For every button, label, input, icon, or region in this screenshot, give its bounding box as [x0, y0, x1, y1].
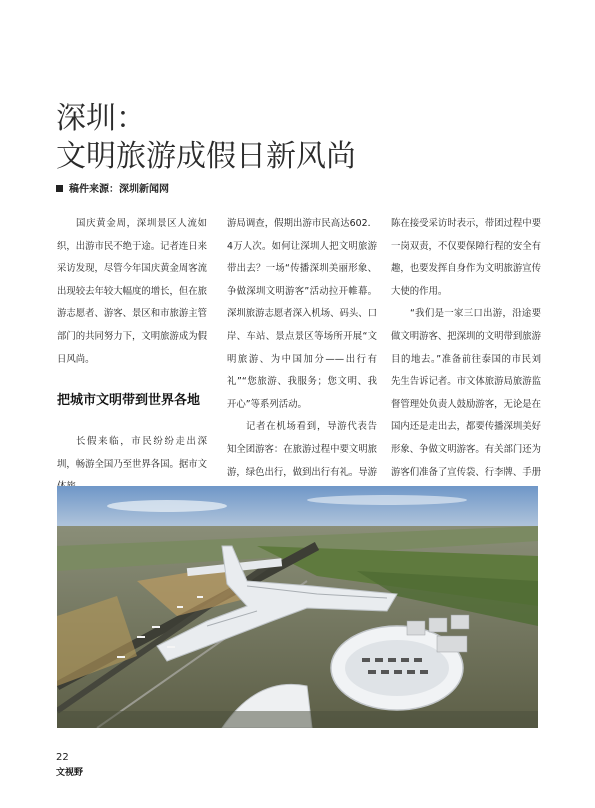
page-number: 22: [56, 752, 69, 763]
article-source: [56, 180, 169, 195]
text-column-1: [57, 213, 207, 499]
airport-aerial-image: [57, 486, 538, 728]
text-column-3: [391, 213, 541, 507]
title-line-1: 深圳：: [56, 101, 146, 136]
paragraph: “我们是一家三口出游，沿途要做文明游客、把深圳的文明带到旅游目的地去。”准备前往泰国的市民刘先生告诉记者。市文体旅游局旅游监督管理处负责人鼓励游客，无论是在国内还是走出去，都要传播深圳美好形象、争做文明游客。有关部门还为游客们准备了宣传袋、行李牌、手册: [391, 308, 542, 478]
section-heading: 把城市文明带到世界各地: [57, 393, 201, 409]
paragraph: 国庆黄金周，深圳景区人流如织，出游市民不绝于途。记者连日来采访发现，尽管今年国庆黄金周客流出现较去年较大幅度的增长，但在旅游志愿者、游客、景区和市旅游主管部门的共同努力下，文明旅游成为假日风尚。: [57, 218, 208, 365]
source-text: 稿件来源：深圳新闻网: [69, 184, 169, 195]
airport-photo: [57, 486, 538, 728]
title-line-2: 文明旅游成假日新风尚: [56, 139, 356, 174]
article-title: [56, 100, 356, 176]
paragraph: 记者在机场看到，导游代表告知全团游客：在旅游过程中要文明旅游，绿色出行，做到出行有礼。导游: [227, 421, 378, 478]
square-bullet-icon: [56, 185, 63, 192]
magazine-name: 文视野: [56, 768, 84, 778]
text-column-2: [227, 213, 377, 507]
paragraph: 长假来临，市民纷纷走出深圳，畅游全国乃至世界各国。据市文: [57, 436, 208, 470]
paragraph: 陈在接受采访时表示，带团过程中要一岗双责，不仅要保障行程的安全有趣，也要发挥自身作为文明旅游宣传大使的作用。: [391, 218, 542, 297]
paragraph: 游局调查，假期出游市民高达602．4万人次。如何让深圳人把文明旅游带出去？一场“传播深圳美丽形象、争做深圳文明游客”活动拉开帷幕。深圳旅游志愿者深入机场、码头、口岸、车站、景点景区等场所开展“文明旅游、为中国加分——出行有礼”“您旅游、我服务；您文明、我开心”等系列活动。: [227, 218, 378, 410]
